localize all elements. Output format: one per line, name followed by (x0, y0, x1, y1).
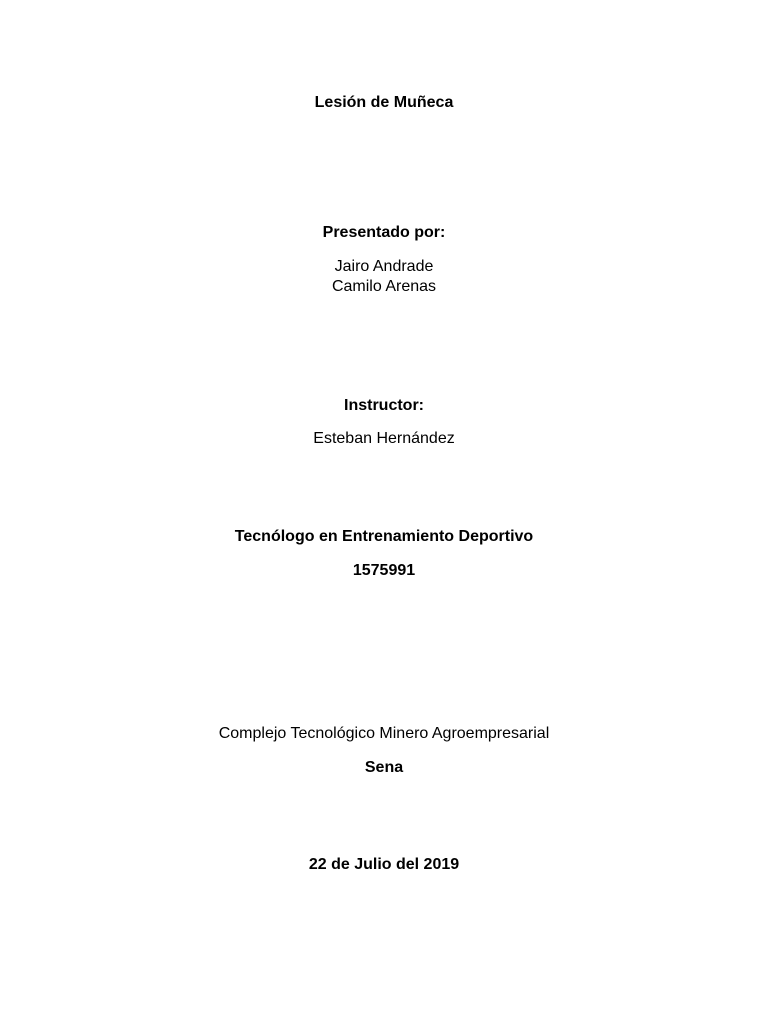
instructor-heading: Instructor: (344, 397, 424, 414)
program-code: 1575991 (352, 562, 416, 579)
institution-name: Sena (364, 759, 404, 776)
author-name: Camilo Arenas (331, 278, 437, 295)
author-name: Jairo Andrade (334, 258, 434, 275)
training-center: Complejo Tecnológico Minero Agroempresarial (218, 725, 550, 742)
program-name: Tecnólogo en Entrenamiento Deportivo (234, 528, 534, 545)
document-title: Lesión de Muñeca (314, 94, 454, 111)
presented-by-heading: Presentado por: (322, 224, 446, 241)
instructor-name: Esteban Hernández (313, 430, 455, 447)
document-date: 22 de Julio del 2019 (308, 856, 460, 873)
